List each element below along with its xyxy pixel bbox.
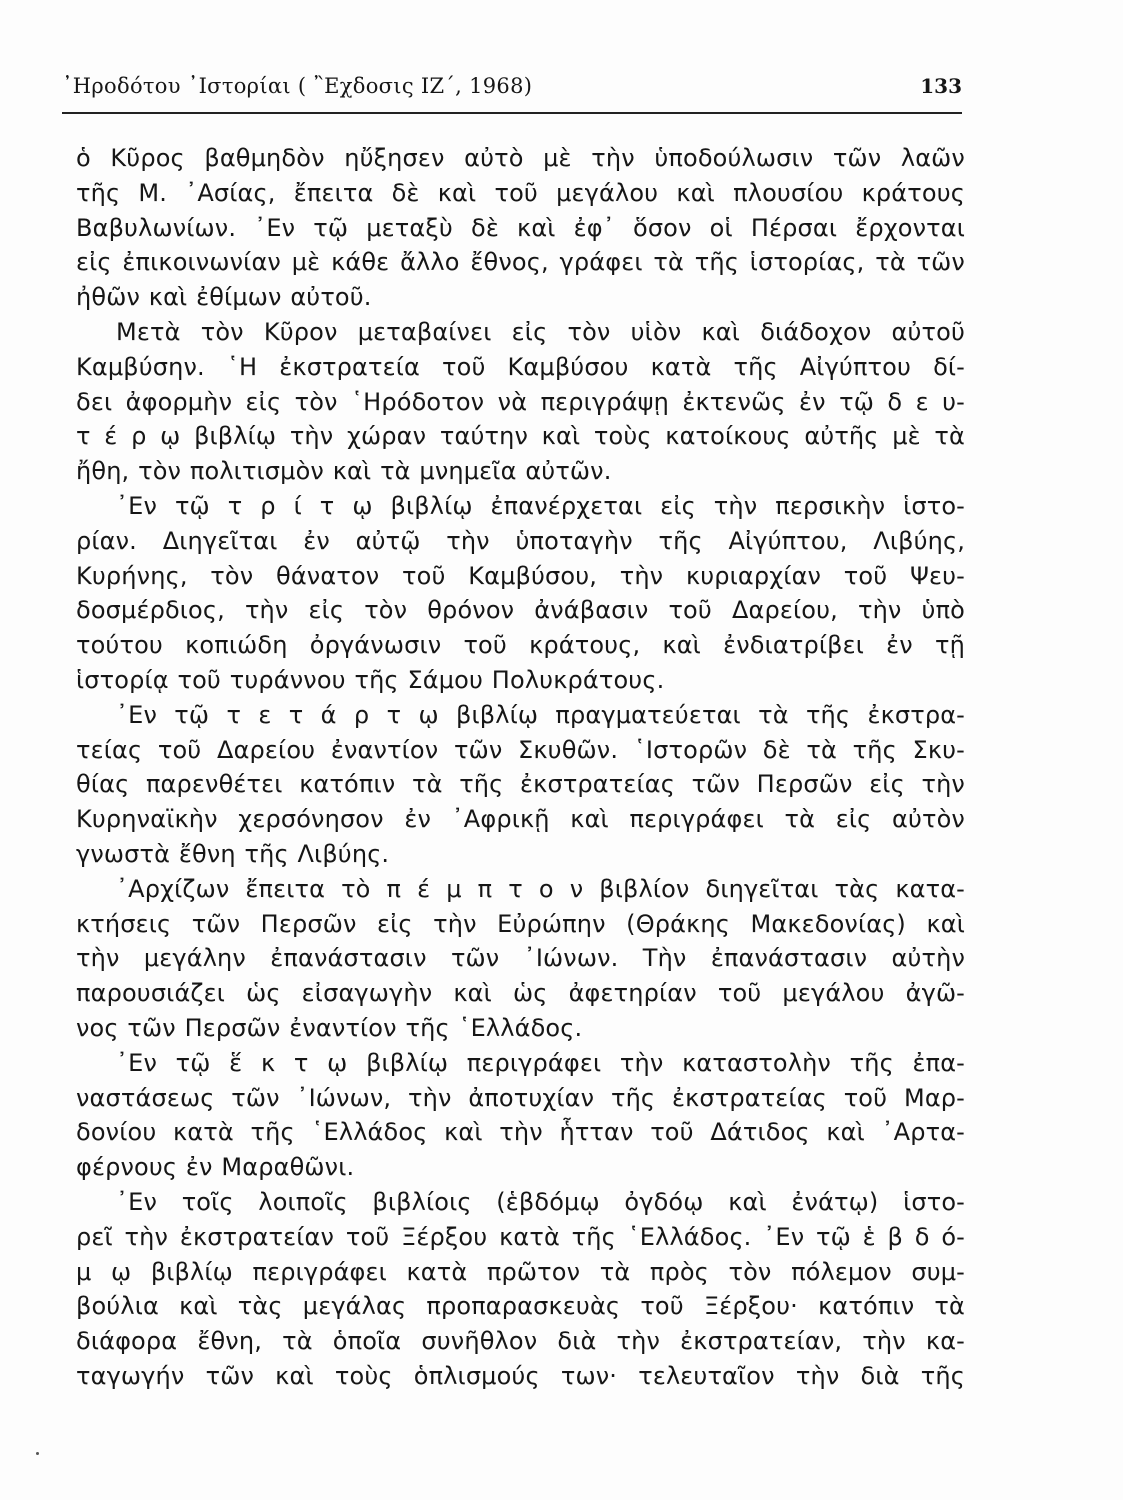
text-line: ἤθη, τὸν πολιτισμὸν καὶ τὰ μνημεῖα αὐτῶν. [76, 457, 612, 486]
text-line: ρεῖ τὴν ἐκστρατείαν τοῦ Ξέρξου κατὰ τῆς ῾Ελλάδος. ᾿Εν τῷ ἑ β δ ό- [76, 1222, 965, 1251]
text-line: παρουσιάζει ὡς εἰσαγωγὴν καὶ ὡς ἀφετηρίαν τοῦ μεγάλου ἀγῶ- [76, 979, 965, 1008]
text-line: Κυρηναϊκὴν χερσόνησον ἐν ᾿Αφρικῇ καὶ περιγράφει τὰ εἰς αὐτὸν [76, 805, 965, 834]
text-line: ἱστορίᾳ τοῦ τυράννου τῆς Σάμου Πολυκράτους. [76, 665, 665, 694]
text-line: κτήσεις τῶν Περσῶν εἰς τὴν Εὐρώπην (Θράκης Μακεδονίας) καὶ [76, 909, 965, 938]
text-line: φέρνους ἐν Μαραθῶνι. [76, 1153, 355, 1182]
text-line: διάφορα ἔθνη, τὰ ὁποῖα συνῆθλον διὰ τὴν ἐκστρατείαν, τὴν κα- [76, 1327, 965, 1356]
text-line: δονίου κατὰ τῆς ῾Ελλάδος καὶ τὴν ἧτταν τοῦ Δάτιδος καὶ ᾿Αρτα- [76, 1118, 965, 1147]
text-line: ᾿Εν τῷ τ ρ ί τ ῳ βιβλίῳ ἐπανέρχεται εἰς τὴν περσικὴν ἱστο- [116, 491, 965, 520]
text-line: δοσμέρδιος, τὴν εἰς τὸν θρόνον ἀνάβασιν τοῦ Δαρείου, τὴν ὑπὸ [76, 596, 965, 625]
page-number: 133 [920, 74, 962, 98]
text-line: τούτου κοπιώδη ὀργάνωσιν τοῦ κράτους, καὶ ἐνδιατρίβει ἐν τῇ [76, 631, 965, 660]
text-line: τείας τοῦ Δαρείου ἐναντίον τῶν Σκυθῶν. ῾Ιστορῶν δὲ τὰ τῆς Σκυ- [76, 735, 965, 764]
text-line: μ ῳ βιβλίῳ περιγράφει κατὰ πρῶτον τὰ πρὸς τὸν πόλεμον συμ- [76, 1257, 965, 1286]
text-line: ᾿Αρχίζων ἔπειτα τὸ π έ μ π τ ο ν βιβλίον διηγεῖται τὰς κατα- [116, 874, 965, 903]
text-line: ναστάσεως τῶν ᾿Ιώνων, τὴν ἀποτυχίαν τῆς ἐκστρατείας τοῦ Μαρ- [76, 1083, 965, 1112]
margin-speck [36, 1452, 39, 1455]
text-line: ᾿Εν τῷ ἕ κ τ ῳ βιβλίῳ περιγράφει τὴν καταστολὴν τῆς ἐπα- [116, 1048, 965, 1077]
text-line: θίας παρενθέτει κατόπιν τὰ τῆς ἐκστρατείας τῶν Περσῶν εἰς τὴν [76, 770, 965, 799]
text-line: ἠθῶν καὶ ἐθίμων αὐτοῦ. [76, 283, 372, 312]
running-header [62, 72, 962, 112]
text-line: εἰς ἐπικοινωνίαν μὲ κάθε ἄλλο ἔθνος, γράφει τὰ τῆς ἱστορίας, τὰ τῶν [76, 248, 965, 277]
text-line: Καμβύσην. ῾Η ἐκστρατεία τοῦ Καμβύσου κατὰ τῆς Αἰγύπτου δί- [76, 352, 965, 381]
text-line: Κυρήνης, τὸν θάνατον τοῦ Καμβύσου, τὴν κυριαρχίαν τοῦ Ψευ- [76, 561, 965, 590]
running-title: ᾿Ηροδότου ᾿Ιστορίαι ( ῍Εχδοσις ΙΖ΄, 1968) [62, 74, 533, 98]
body-text [76, 141, 965, 1394]
text-line: τ έ ρ ῳ βιβλίῳ τὴν χώραν ταύτην καὶ τοὺς κατοίκους αὐτῆς μὲ τὰ [76, 422, 965, 451]
text-line: τῆς Μ. ᾿Ασίας, ἔπειτα δὲ καὶ τοῦ μεγάλου καὶ πλουσίου κράτους [76, 178, 965, 207]
text-line: ᾿Εν τοῖς λοιποῖς βιβλίοις (ἑβδόμῳ ὀγδόῳ καὶ ἐνάτῳ) ἱστο- [116, 1187, 965, 1216]
text-line: ὁ Κῦρος βαθμηδὸν ηὔξησεν αὐτὸ μὲ τὴν ὑποδούλωσιν τῶν λαῶν [76, 144, 965, 172]
text-line: δει ἀφορμὴν εἰς τὸν ῾Ηρόδοτον νὰ περιγράψῃ ἐκτενῶς ἐν τῷ δ ε υ- [76, 387, 965, 416]
text-line: ρίαν. Διηγεῖται ἐν αὐτῷ τὴν ὑποταγὴν τῆς Αἰγύπτου, Λιβύης, [76, 526, 965, 555]
text-line: ταγωγήν τῶν καὶ τοὺς ὁπλισμούς των· τελευταῖον τὴν διὰ τῆς [76, 1361, 965, 1390]
text-line: τὴν μεγάλην ἐπανάστασιν τῶν ᾿Ιώνων. Τὴν ἐπανάστασιν αὐτὴν [76, 944, 965, 973]
text-line: Μετὰ τὸν Κῦρον μεταβαίνει εἰς τὸν υἱὸν καὶ διάδοχον αὐτοῦ [116, 317, 965, 346]
text-line: νος τῶν Περσῶν ἐναντίον τῆς ῾Ελλάδος. [76, 1013, 583, 1042]
header-rule [62, 112, 962, 114]
text-line: βούλια καὶ τὰς μεγάλας προπαρασκευὰς τοῦ Ξέρξου· κατόπιν τὰ [76, 1292, 965, 1321]
text-line: Βαβυλωνίων. ᾿Εν τῷ μεταξὺ δὲ καὶ ἐφ᾿ ὅσον οἱ Πέρσαι ἔρχονται [76, 213, 965, 242]
text-line: ᾿Εν τῷ τ ε τ ά ρ τ ῳ βιβλίῳ πραγματεύεται τὰ τῆς ἐκστρα- [116, 700, 965, 729]
text-line: γνωστὰ ἔθνη τῆς Λιβύης. [76, 839, 390, 868]
